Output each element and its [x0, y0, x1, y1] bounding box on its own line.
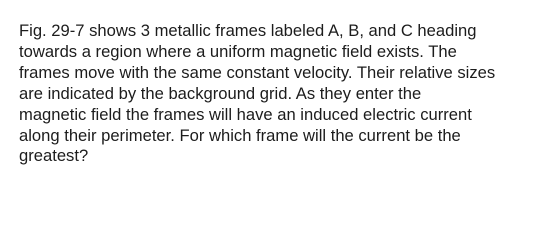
question-line: are indicated by the background grid. As they enter the [19, 83, 422, 103]
question-line: magnetic field the frames will have an induced electric current [19, 104, 472, 124]
question-text [19, 21, 555, 167]
question-line: towards a region where a uniform magnetic field exists. The [19, 41, 457, 61]
question-line: greatest? [19, 146, 89, 166]
question-line: Fig. 29-7 shows 3 metallic frames labeled A, B, and C heading [19, 21, 477, 40]
question-line: along their perimeter. For which frame will the current be the [19, 125, 461, 145]
question-line: frames move with the same constant velocity. Their relative sizes [19, 62, 496, 82]
